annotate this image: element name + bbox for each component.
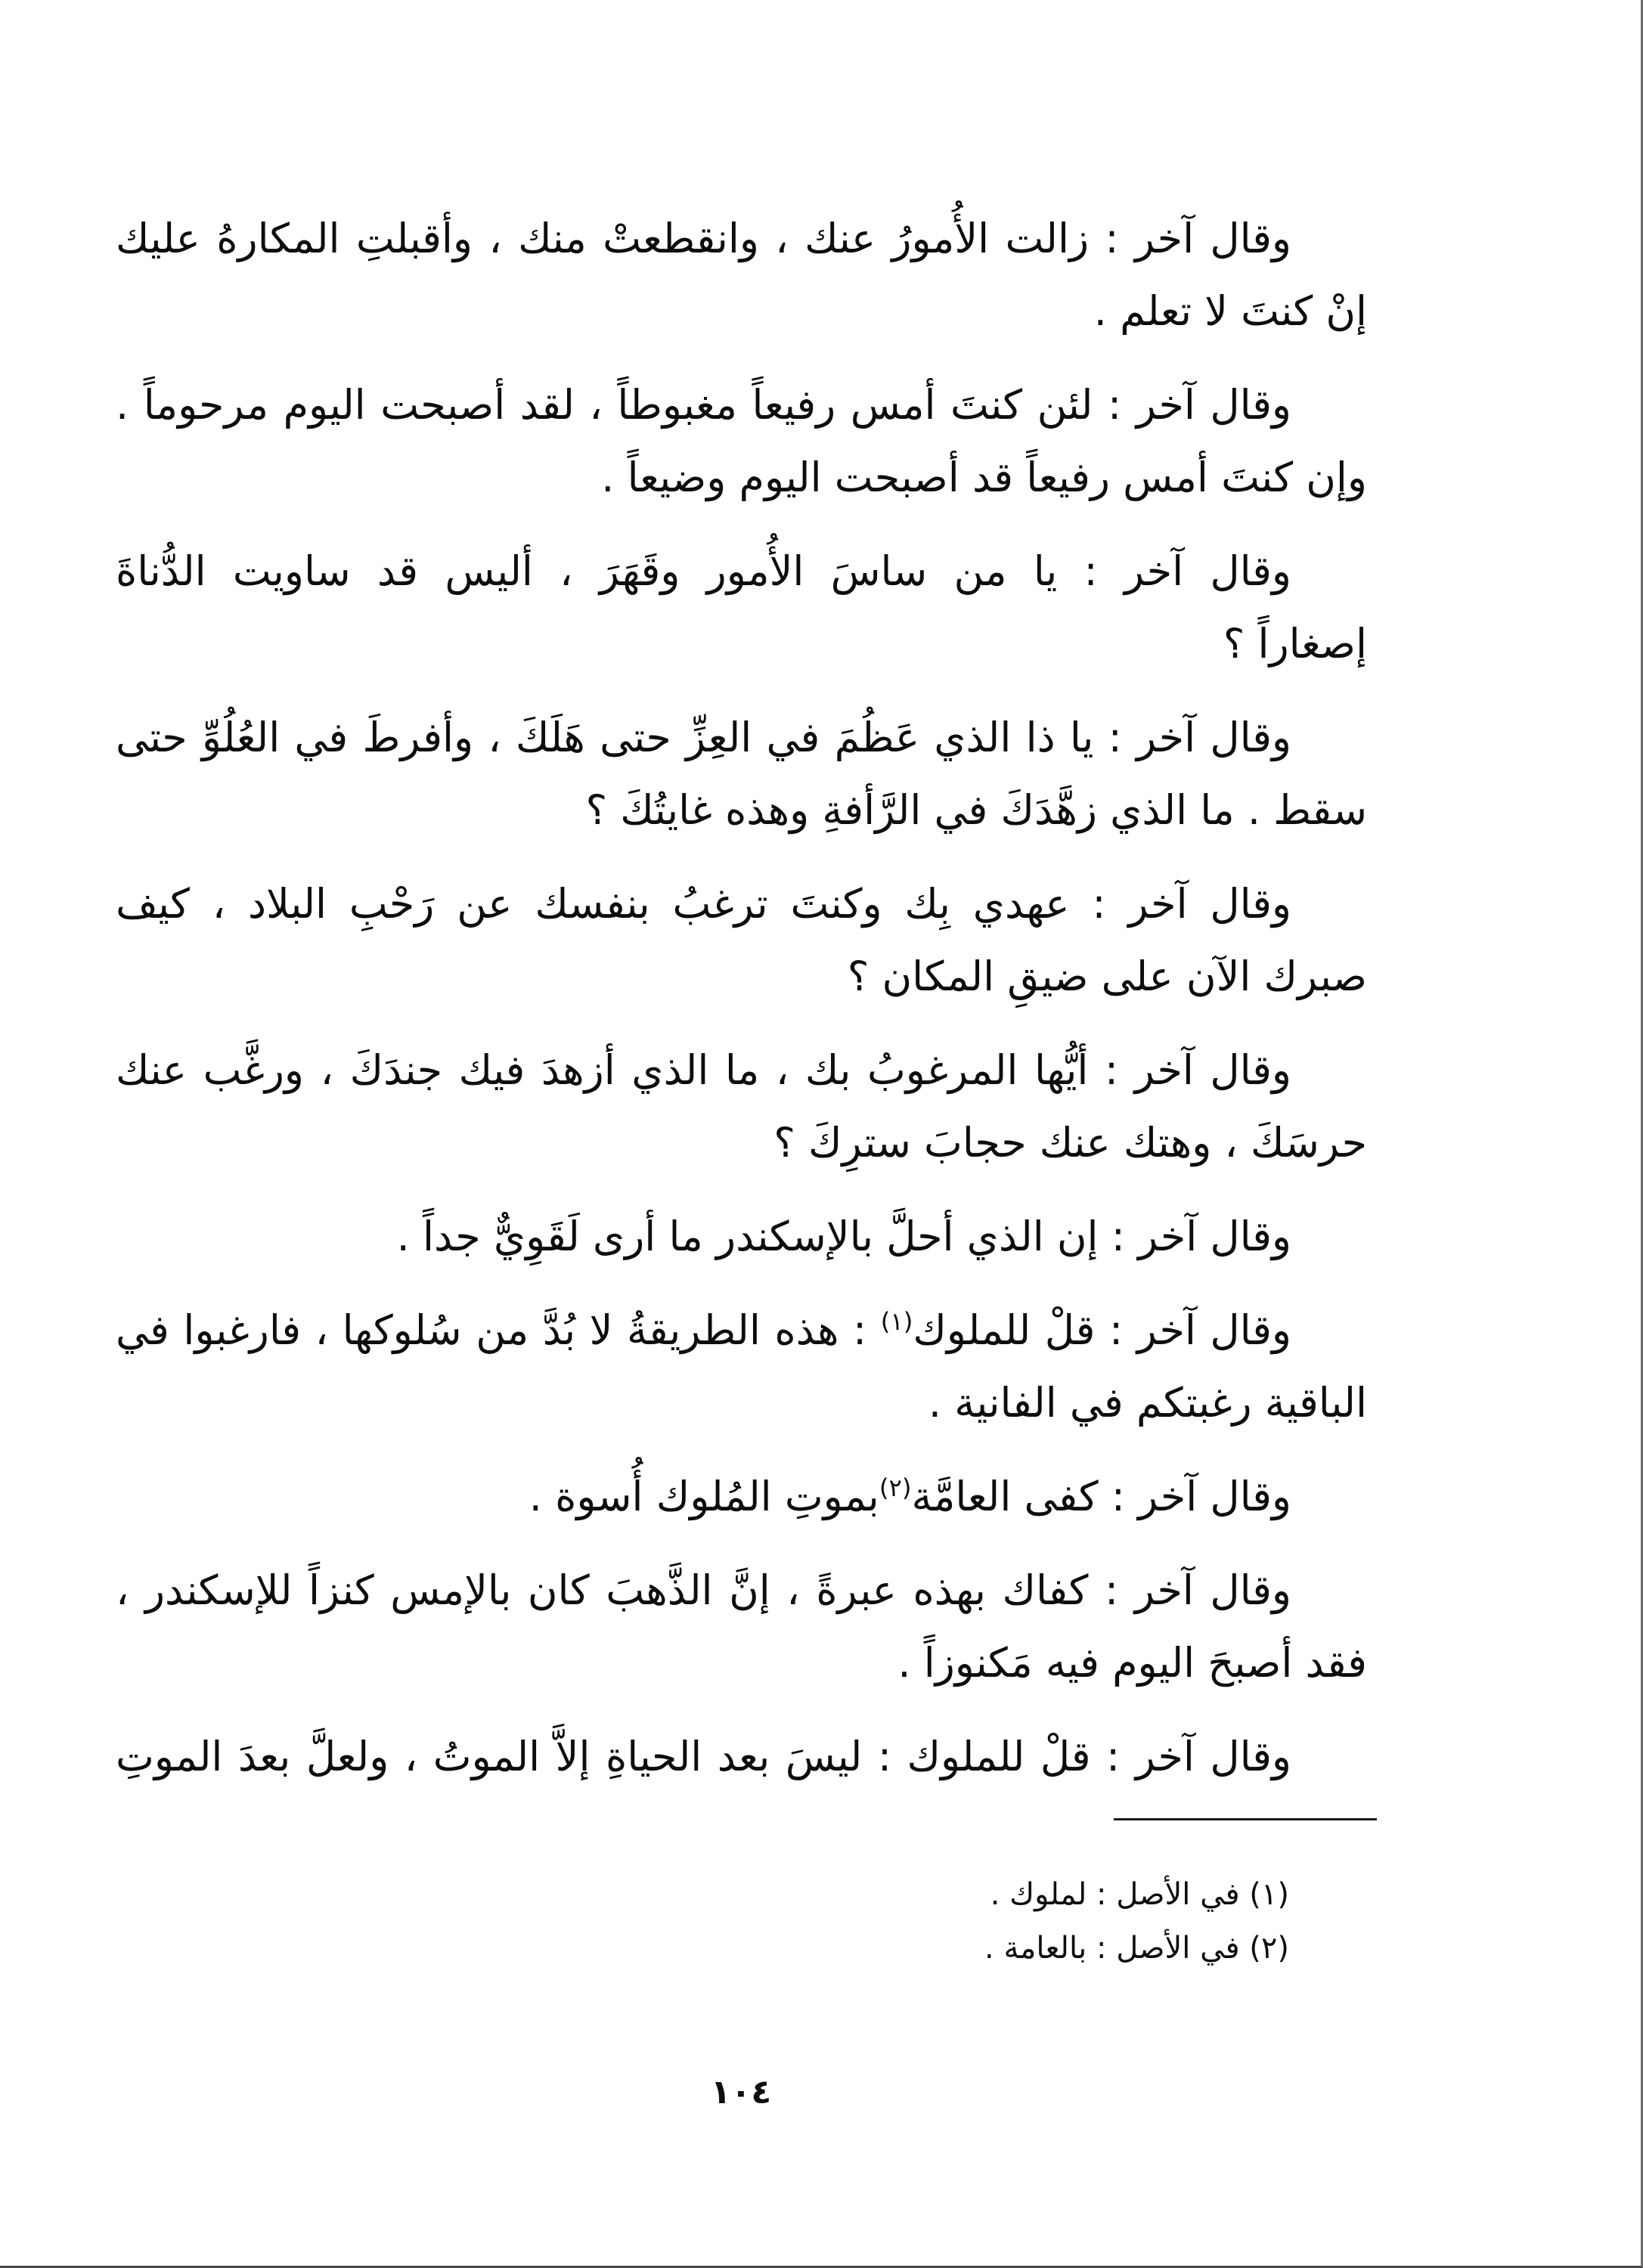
footnote-ref: (٢) <box>879 1473 912 1502</box>
paragraph <box>116 702 1367 847</box>
paragraph <box>116 1554 1367 1699</box>
footnote: (١) في الأصل : لملوك . <box>990 1877 1289 1912</box>
text-segment: : هذه الطريقةُ لا بُدَّ من سُلوكها ، فارغبوا في <box>116 1306 881 1354</box>
paragraph <box>116 1721 1367 1793</box>
paragraph <box>116 369 1367 514</box>
text-line: إنْ كنتَ لا تعلم . <box>1093 287 1367 335</box>
text-line: وقال آخر : قلْ للملوك : ليسَ بعد الحياةِ إلاَّ الموتُ ، ولعلَّ بعدَ الموتِ <box>116 1733 1291 1780</box>
paragraph <box>116 1294 1367 1439</box>
footnote-separator <box>1114 1818 1377 1820</box>
text-line: وقال آخر : عهدي بِك وكنتَ ترغبُ بنفسك عن رَحْبِ البلاد ، كيف <box>116 880 1291 928</box>
text-line <box>116 1294 1367 1367</box>
footnotes <box>609 1868 1289 1975</box>
paragraph <box>116 1034 1367 1179</box>
text-segment: وقال آخر : كفى العامَّة <box>911 1473 1291 1520</box>
text-line: وقال آخر : زالت الأُمورُ عنك ، وانقطعتْ منك ، وأقبلتِ المكارهُ عليك <box>116 215 1291 262</box>
footnote-ref: (١) <box>880 1307 913 1336</box>
paragraph <box>116 868 1367 1013</box>
text-line: سقط . ما الذي زهَّدَكَ في الرَّأفةِ وهذه غايتُكَ ؟ <box>585 786 1367 834</box>
text-line: فقد أصبحَ اليوم فيه مَكنوزاً . <box>897 1639 1367 1687</box>
text-line: وقال آخر : إن الذي أحلَّ بالإسكندر ما أرى لَقَوِيٌّ جداً . <box>396 1213 1291 1260</box>
text-line: وقال آخر : لئن كنتَ أمس رفيعاً مغبوطاً ، لقد أصبحت اليوم مرحوماً . <box>116 381 1291 429</box>
paragraph <box>116 1461 1367 1533</box>
text-line: وقال آخر : أيُّها المرغوبُ بك ، ما الذي أزهدَ فيك جندَكَ ، ورغَّب عنك <box>116 1046 1291 1094</box>
body-text <box>116 203 1367 1793</box>
paragraph <box>116 535 1367 680</box>
paragraph <box>116 203 1367 348</box>
text-line: وقال آخر : كفاك بهذه عبرةً ، إنَّ الذَّهبَ كان بالإمس كنزاً للإسكندر ، <box>116 1566 1291 1614</box>
text-segment: وقال آخر : قلْ للملوك <box>913 1306 1291 1354</box>
paragraph <box>116 1201 1367 1273</box>
text-line: وإن كنتَ أمس رفيعاً قد أصبحت اليوم وضيعاً . <box>601 454 1367 501</box>
footnote: (٢) في الأصل : بالعامة . <box>984 1931 1289 1966</box>
page-number: ١٠٤ <box>710 2073 772 2112</box>
text-line <box>116 1461 1367 1533</box>
text-line: وقال آخر : يا من ساسَ الأُمور وقَهَرَ ، أليس قد ساويت الدُّناةَ <box>116 547 1291 595</box>
text-line: إصغاراً ؟ <box>1223 620 1367 668</box>
text-line: صبرك الآن على ضيقِ المكان ؟ <box>847 953 1367 1000</box>
text-line: الباقية رغبتكم في الفانية . <box>928 1379 1367 1427</box>
text-segment: بموتِ المُلوك أُسوة . <box>529 1473 879 1520</box>
text-line: وقال آخر : يا ذا الذي عَظُمَ في العِزِّ حتى هَلَكَ ، وأفرطَ في العُلُوِّ حتى <box>116 714 1291 761</box>
text-line: حرسَكَ ، وهتك عنك حجابَ سترِكَ ؟ <box>773 1119 1367 1167</box>
